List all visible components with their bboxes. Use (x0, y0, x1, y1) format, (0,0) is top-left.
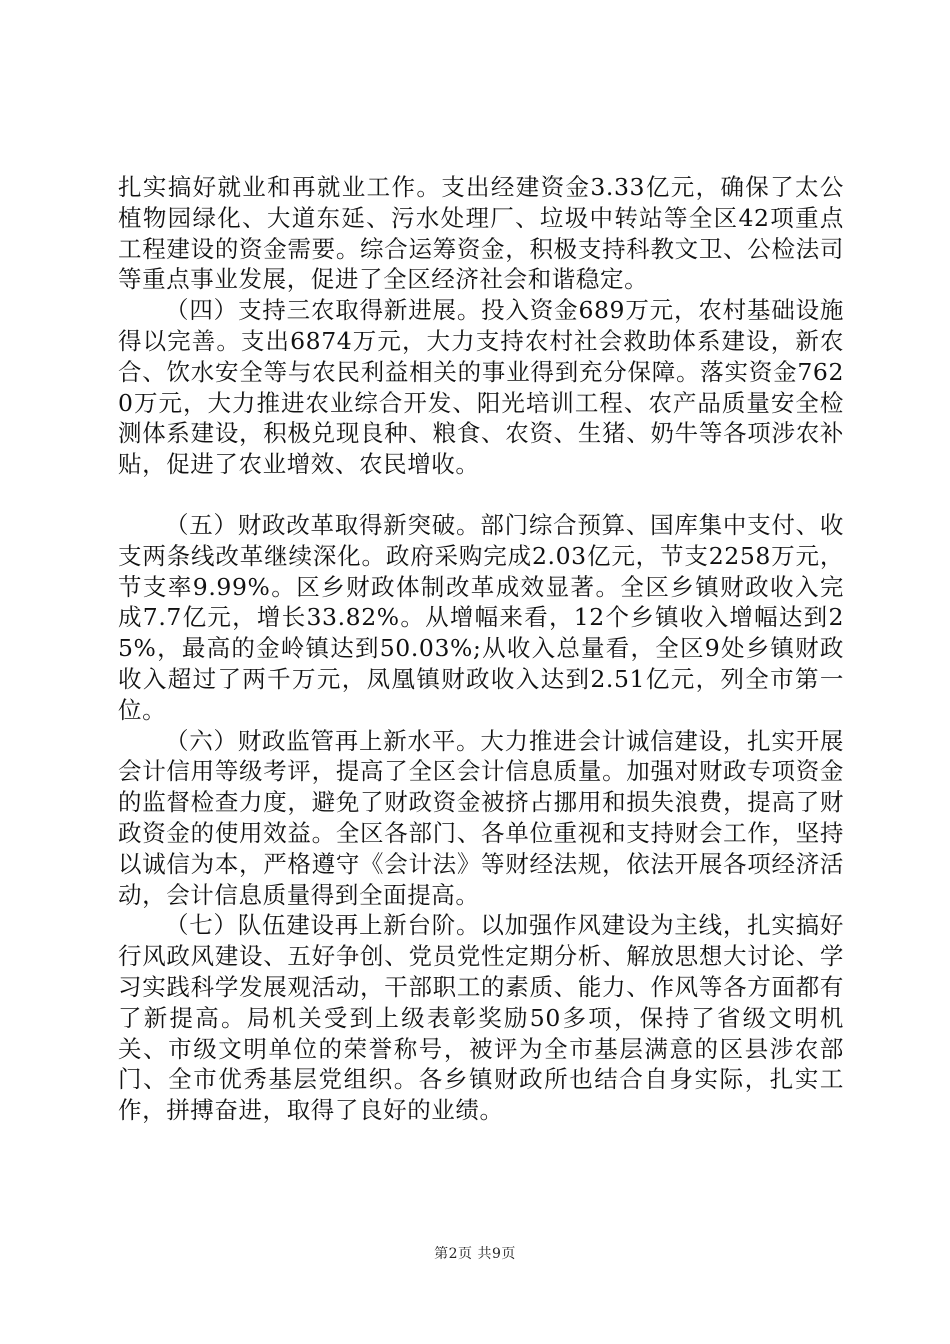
paragraph-team-building: （七）队伍建设再上新台阶。以加强作风建设为主线，扎实搞好行风政风建设、五好争创、党员党性定期分析、解放思想大讨论、学习实践科学发展观活动，干部职工的素质、能力、作风等各方面都有了新提高。局机关受到上级表彰奖励50多项，保持了省级文明机关、市级文明单位的荣誉称号，被评为全市基层满意的区县涉农部门、全市优秀基层党组织。各乡镇财政所也结合自身实际，扎实工作，拼搏奋进，取得了良好的业绩。 (118, 911, 844, 1125)
paragraph-fiscal-supervision: （六）财政监管再上新水平。大力推进会计诚信建设，扎实开展会计信用等级考评，提高了全区会计信息质量。加强对财政专项资金的监督检查力度，避免了财政资金被挤占挪用和损失浪费，提高了财政资金的使用效益。全区各部门、各单位重视和支持财会工作，坚持以诚信为本，严格遵守《会计法》等财经法规，依法开展各项经济活动，会计信息质量得到全面提高。 (118, 726, 844, 909)
paragraph-agriculture-support: （四）支持三农取得新进展。投入资金689万元，农村基础设施得以完善。支出6874万元，大力支持农村社会救助体系建设，新农合、饮水安全等与农民利益相关的事业得到充分保障。落实资金7620万元，大力推进农业综合开发、阳光培训工程、农产品质量安全检测体系建设，积极兑现良种、粮食、农资、生猪、奶牛等各项涉农补贴，促进了农业增效、农民增收。 (118, 296, 844, 479)
paragraph-fiscal-reform: （五）财政改革取得新突破。部门综合预算、国库集中支付、收支两条线改革继续深化。政府采购完成2.03亿元，节支2258万元，节支率9.99%。区乡财政体制改革成效显著。全区乡镇财政收入完成7.7亿元，增长33.82%。从增幅来看，12个乡镇收入增幅达到25%，最高的金岭镇达到50.03%;从收入总量看，全区9处乡镇财政收入超过了两千万元，凤凰镇财政收入达到2.51亿元，列全市第一位。 (118, 510, 844, 724)
document-body (118, 172, 844, 1126)
paragraph-employment-funds: 扎实搞好就业和再就业工作。支出经建资金3.33亿元，确保了太公植物园绿化、大道东延、污水处理厂、垃圾中转站等全区42项重点工程建设的资金需要。综合运筹资金，积极支持科教文卫、公检法司等重点事业发展，促进了全区经济社会和谐稳定。 (118, 173, 844, 294)
page-number-footer: 第2页 共9页 (434, 1246, 516, 1262)
